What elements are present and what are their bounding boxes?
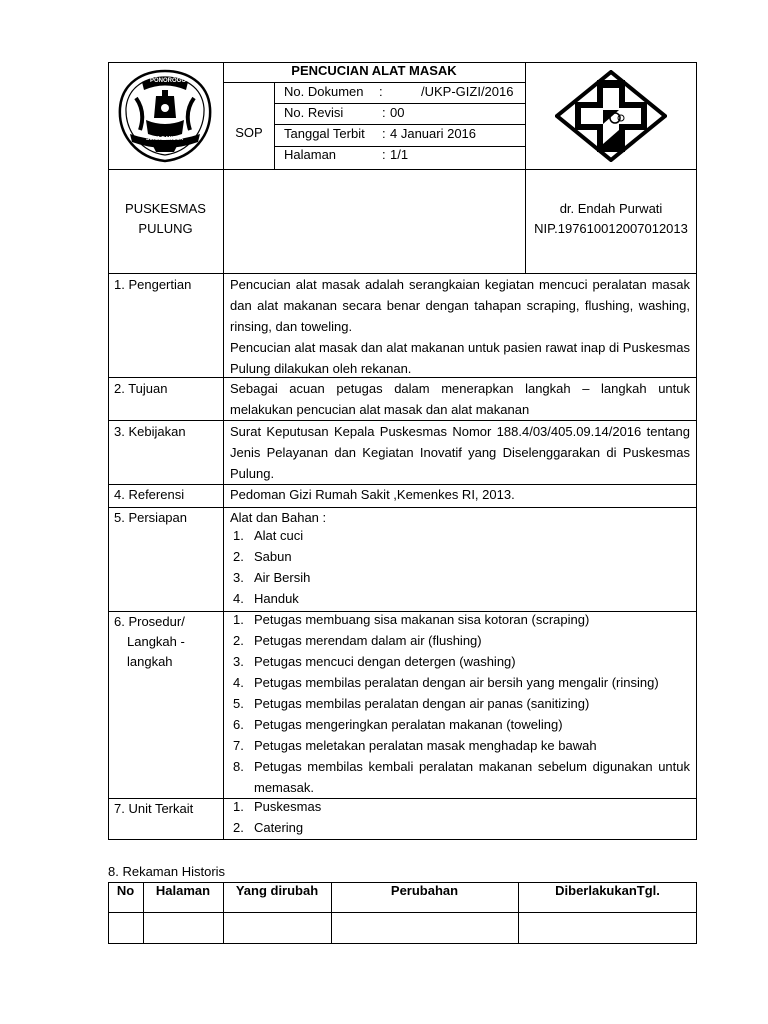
- list-item: 3. Petugas mencuci dengan detergen (washing): [233, 654, 516, 669]
- document-title: PENCUCIAN ALAT MASAK: [291, 63, 457, 78]
- list-item: 8. Petugas membilas kembali peralatan makanan sebelum digunakan untuk memasak.: [233, 759, 690, 795]
- field-value-tanggal-terbit: 4 Januari 2016: [390, 126, 477, 141]
- tujuan-label: 2. Tujuan: [114, 381, 168, 396]
- referensi-label: 4. Referensi: [114, 487, 185, 502]
- prosedur-label-1: 6. Prosedur/: [114, 614, 185, 629]
- persiapan-intro: Alat dan Bahan :: [230, 510, 327, 525]
- persiapan-label: 5. Persiapan: [114, 510, 187, 525]
- seal-top-text: PONOROGO: [150, 78, 187, 84]
- field-label-no-dokumen: No. Dokumen: [284, 84, 364, 99]
- prosedur-label-2: Langkah -: [127, 634, 185, 649]
- history-title: 8. Rekaman Historis: [108, 864, 226, 879]
- header-row-line: [108, 169, 697, 170]
- header-divider-right: [525, 62, 526, 274]
- list-item: 5. Petugas membilas peralatan dengan air panas (sanitizing): [233, 696, 590, 711]
- prosedur-label-3: langkah: [127, 654, 173, 669]
- field-sep-halaman: :: [382, 147, 386, 162]
- tujuan-text: Sebagai acuan petugas dalam menerapkan langkah – langkah untuk melakukan pencucian alat masak dan alat makanan: [230, 381, 690, 417]
- ponorogo-seal-logo: [116, 68, 214, 164]
- field-label-no-revisi: No. Revisi: [284, 105, 344, 120]
- referensi-text: Pedoman Gizi Rumah Sakit ,Kemenkes RI, 2013.: [230, 487, 515, 502]
- history-col-no: No: [116, 883, 135, 898]
- list-item: 6. Petugas mengeringkan peralatan makanan (toweling): [233, 717, 563, 732]
- list-item: 4. Handuk: [233, 591, 299, 606]
- list-item: 1. Alat cuci: [233, 528, 304, 543]
- list-item: 1. Puskesmas: [233, 799, 322, 814]
- list-item: 1. Petugas membuang sisa makanan sisa kotoran (scraping): [233, 612, 590, 627]
- row-line-referensi: [108, 484, 697, 485]
- sop-divider: [274, 82, 275, 169]
- field-label-tanggal-terbit: Tanggal Terbit: [284, 126, 365, 141]
- unit-label: 7. Unit Terkait: [114, 801, 194, 816]
- field-sep-no-revisi: :: [382, 105, 386, 120]
- list-item: 2. Sabun: [233, 549, 292, 564]
- list-item: 4. Petugas membilas peralatan dengan air bersih yang mengalir (rinsing): [233, 675, 659, 690]
- content-column-divider: [223, 274, 224, 840]
- pengertian-label: 1. Pengertian: [114, 277, 192, 292]
- persiapan-list: [233, 525, 673, 609]
- header-divider-left-lower: [223, 169, 224, 274]
- pengertian-paragraph-1: Pencucian alat masak adalah serangkaian kegiatan mencuci peralatan masak dan alat makanan secara benar dengan tahapan scraping, flushing, washing, rinsing, dan toweling.: [230, 277, 690, 334]
- signer-nip: NIP.197610012007012013: [534, 221, 688, 236]
- kebijakan-label: 3. Kebijakan: [114, 424, 186, 439]
- seal-banner-text: SUKA BANGSA: [146, 136, 184, 142]
- field-sep-tanggal-terbit: :: [382, 126, 386, 141]
- unit-list: [233, 796, 673, 838]
- sop-label: SOP: [235, 125, 263, 140]
- kebijakan-text: Surat Keputusan Kepala Puskesmas Nomor 188.4/03/405.09.14/2016 tentang Jenis Pelayanan dan Kegiatan Inovatif yang Diselenggarakan di Puskesmas Pulung.: [230, 424, 690, 481]
- history-col-perubahan: Perubahan: [390, 883, 459, 898]
- list-item: 2. Catering: [233, 820, 304, 835]
- history-col-halaman: Halaman: [155, 883, 211, 898]
- history-header-line: [108, 912, 697, 913]
- list-item: 3. Air Bersih: [233, 570, 311, 585]
- org-name-line1: PUSKESMAS: [125, 201, 206, 216]
- list-item: 2. Petugas merendam dalam air (flushing): [233, 633, 482, 648]
- row-line-persiapan: [108, 507, 697, 508]
- org-name-line2: PULUNG: [138, 221, 193, 236]
- field-label-halaman: Halaman: [284, 147, 337, 162]
- list-item: 7. Petugas meletakan peralatan masak menghadap ke bawah: [233, 738, 597, 753]
- field-value-no-dokumen: /UKP-GIZI/2016: [421, 84, 514, 99]
- puskesmas-logo: [555, 70, 667, 162]
- title-underline: [223, 82, 525, 83]
- history-col-yang-dirubah: Yang dirubah: [235, 883, 319, 898]
- signer-name: dr. Endah Purwati: [559, 201, 663, 216]
- pengertian-paragraph-2: Pencucian alat masak dan alat makanan untuk pasien rawat inap di Puskesmas Pulung dilakukan oleh rekanan.: [230, 340, 690, 376]
- field-line-2: [274, 124, 525, 125]
- field-value-no-revisi: 00: [390, 105, 405, 120]
- history-col-diberlakukan: DiberlakukanTgl.: [555, 883, 660, 898]
- field-sep-no-dokumen: :: [379, 84, 383, 99]
- prosedur-list: [233, 609, 690, 798]
- field-value-halaman: 1/1: [390, 147, 409, 162]
- field-line-1: [274, 103, 525, 104]
